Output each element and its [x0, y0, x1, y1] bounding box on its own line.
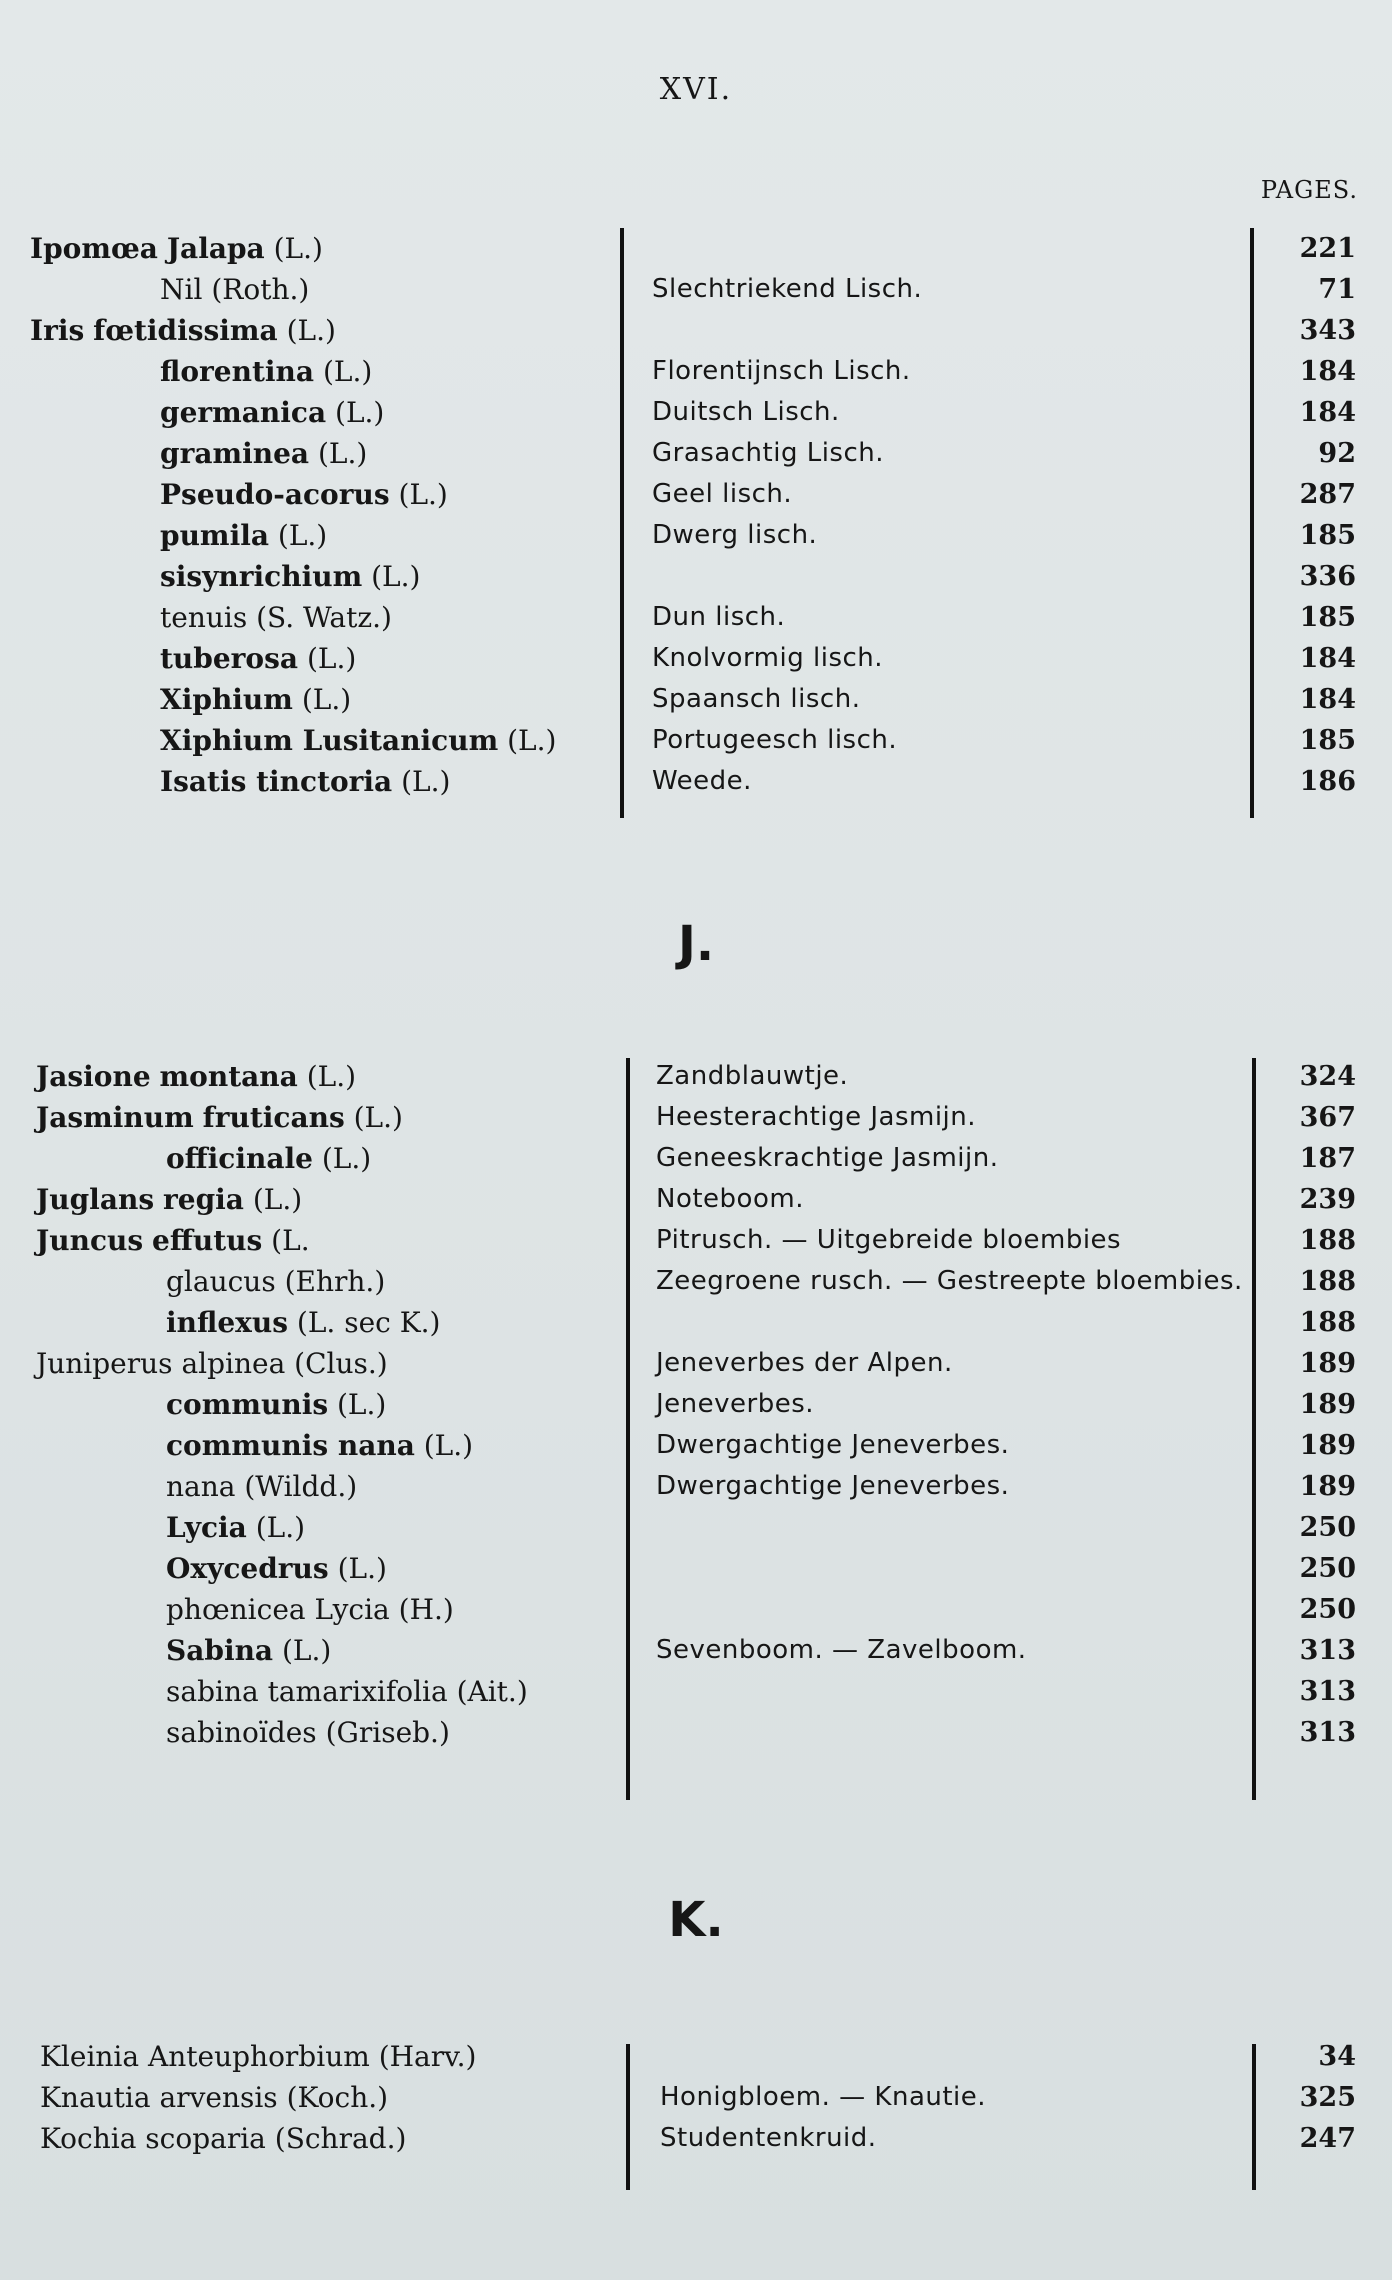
author-abbreviation: (L.): [507, 724, 557, 757]
species-name: Anteuphorbium: [148, 2040, 370, 2073]
latin-name: [30, 310, 336, 351]
index-entry: [0, 1097, 1392, 1138]
dutch-name: Noteboom.: [656, 1184, 804, 1214]
latin-name: [166, 1138, 371, 1179]
genus-name: Juglans: [36, 1183, 155, 1216]
latin-name: [36, 1220, 310, 1261]
author-abbreviation: (L.): [252, 1183, 303, 1216]
index-entry: [0, 1138, 1392, 1179]
page-number: 313: [1299, 1635, 1356, 1666]
page-number: 189: [1299, 1471, 1356, 1502]
dutch-name: Dwerg lisch.: [652, 520, 818, 550]
page-number: 71: [1318, 274, 1356, 305]
latin-name: [36, 1179, 302, 1220]
page-number-heading: XVI.: [659, 72, 733, 107]
index-entry: [0, 1384, 1392, 1425]
index-entry: [0, 1589, 1392, 1630]
author-abbreviation: (Koch.): [286, 2081, 389, 2114]
dutch-name: Dwergachtige Jeneverbes.: [656, 1471, 1010, 1501]
species-name: regia: [163, 1183, 244, 1216]
species-name: montana: [159, 1060, 298, 1093]
column-rule-left: [626, 1058, 630, 1800]
species-name: nana: [166, 1470, 236, 1503]
dutch-name: Weede.: [652, 766, 752, 796]
author-abbreviation: (L.): [255, 1511, 306, 1544]
species-name: Jalapa: [166, 232, 265, 265]
index-entry: [0, 638, 1392, 679]
genus-name: Jasione: [36, 1060, 151, 1093]
author-abbreviation: (L.: [271, 1224, 310, 1257]
page-number: 184: [1299, 356, 1356, 387]
author-abbreviation: (L.): [273, 232, 323, 265]
index-entry: [0, 1425, 1392, 1466]
page-number: 92: [1318, 438, 1356, 469]
genus-name: Iris: [30, 314, 85, 347]
latin-name: [40, 2118, 406, 2159]
page-number: 189: [1299, 1430, 1356, 1461]
pages-column-heading: PAGES.: [1260, 176, 1358, 204]
latin-name: [166, 1466, 357, 1507]
page-number: 188: [1299, 1266, 1356, 1297]
column-rule-right: [1252, 2044, 1256, 2190]
species-name: arvensis: [159, 2081, 278, 2114]
index-entry: [0, 597, 1392, 638]
latin-name: [40, 2036, 476, 2077]
dutch-name: Pitrusch. — Uitgebreide bloembies: [656, 1225, 1122, 1255]
author-abbreviation: (L.): [306, 642, 357, 675]
genus-name: Kleinia: [40, 2040, 140, 2073]
author-abbreviation: (L.): [335, 396, 385, 429]
latin-name: [166, 1384, 386, 1425]
author-abbreviation: (L.): [281, 1634, 332, 1667]
species-name: communis: [166, 1388, 329, 1421]
page-number: 313: [1299, 1717, 1356, 1748]
species-name: graminea: [160, 437, 310, 470]
author-abbreviation: (H.): [398, 1593, 454, 1626]
author-abbreviation: (Ait.): [456, 1675, 528, 1708]
latin-name: [166, 1630, 331, 1671]
species-name: germanica: [160, 396, 327, 429]
dutch-name: Dun lisch.: [652, 602, 786, 632]
genus-name: Jasminum: [36, 1101, 194, 1134]
author-abbreviation: (Griseb.): [325, 1716, 450, 1749]
species-name: florentina: [160, 355, 315, 388]
author-abbreviation: (Clus.): [294, 1347, 388, 1380]
column-rule-right: [1252, 1058, 1256, 1800]
page-number: 184: [1299, 397, 1356, 428]
page-number: 188: [1299, 1225, 1356, 1256]
latin-name: [160, 761, 450, 802]
index-entry: [0, 392, 1392, 433]
page-number: 189: [1299, 1389, 1356, 1420]
index-entry: [0, 474, 1392, 515]
index-entry: [0, 1671, 1392, 1712]
latin-name: [160, 597, 392, 638]
page-number: 250: [1299, 1512, 1356, 1543]
page-number: 250: [1299, 1594, 1356, 1625]
species-name: Oxycedrus: [166, 1552, 329, 1585]
page-number: 239: [1299, 1184, 1356, 1215]
index-entry: [0, 1220, 1392, 1261]
species-name: fruticans: [202, 1101, 345, 1134]
dutch-name: Portugeesch lisch.: [652, 725, 898, 755]
latin-name: [40, 2077, 388, 2118]
dutch-name: Zeegroene rusch. — Gestreepte bloembies.: [656, 1266, 1243, 1296]
species-name: sisynrichium: [160, 560, 363, 593]
index-entry: [0, 1302, 1392, 1343]
page-number: 221: [1299, 233, 1356, 264]
index-entry: [0, 269, 1392, 310]
dutch-name: Jeneverbes der Alpen.: [656, 1348, 953, 1378]
genus-name: Knautia: [40, 2081, 151, 2114]
latin-name: [160, 351, 372, 392]
column-rule-left: [626, 2044, 630, 2190]
dutch-name: Grasachtig Lisch.: [652, 438, 885, 468]
column-rule-right: [1250, 228, 1254, 818]
latin-name: [166, 1425, 473, 1466]
index-entry: [0, 310, 1392, 351]
page-number: 187: [1299, 1143, 1356, 1174]
species-name: sabina tamarixifolia: [166, 1675, 448, 1708]
genus-name: Juniperus: [36, 1347, 173, 1380]
author-abbreviation: (L.): [322, 355, 373, 388]
index-entry: [0, 1466, 1392, 1507]
latin-name: [160, 556, 420, 597]
genus-name: Ipomœa: [30, 232, 158, 265]
dutch-name: Zandblauwtje.: [656, 1061, 849, 1091]
author-abbreviation: (L.): [317, 437, 368, 470]
species-name: Isatis tinctoria: [160, 765, 393, 798]
author-abbreviation: (L.): [301, 683, 352, 716]
author-abbreviation: (L.): [286, 314, 336, 347]
index-entry: [0, 720, 1392, 761]
dutch-name: Duitsch Lisch.: [652, 397, 840, 427]
page-number: 343: [1299, 315, 1356, 346]
author-abbreviation: (Harv.): [378, 2040, 477, 2073]
page-number: 34: [1318, 2041, 1356, 2072]
index-entry: [0, 1056, 1392, 1097]
latin-name: [30, 228, 323, 269]
page-number: 367: [1299, 1102, 1356, 1133]
latin-name: [160, 638, 356, 679]
species-name: Sabina: [166, 1634, 274, 1667]
index-entry: [0, 2036, 1392, 2077]
species-name: Xiphium Lusitanicum: [160, 724, 499, 757]
page-number: 189: [1299, 1348, 1356, 1379]
page-number: 324: [1299, 1061, 1356, 1092]
index-entry: [0, 761, 1392, 802]
species-name: Xiphium: [160, 683, 293, 716]
latin-name: [36, 1343, 388, 1384]
author-abbreviation: (L.): [321, 1142, 372, 1175]
author-abbreviation: (Ehrh.): [284, 1265, 386, 1298]
section-letter-k: K.: [668, 1892, 724, 1948]
index-entry: [0, 1548, 1392, 1589]
species-name: sabinoïdes: [166, 1716, 317, 1749]
section-letter-j: J.: [677, 916, 715, 972]
page-number: 185: [1299, 725, 1356, 756]
species-name: inflexus: [166, 1306, 288, 1339]
dutch-name: Heesterachtige Jasmijn.: [656, 1102, 977, 1132]
dutch-name: Knolvormig lisch.: [652, 643, 884, 673]
latin-name: [166, 1261, 385, 1302]
page-number: 188: [1299, 1307, 1356, 1338]
species-name: effutus: [152, 1224, 263, 1257]
index-entry: [0, 556, 1392, 597]
dutch-name: Geel lisch.: [652, 479, 793, 509]
species-name: Nil: [160, 273, 203, 306]
page-number: 186: [1299, 766, 1356, 797]
index-entry: [0, 2118, 1392, 2159]
page-number: 325: [1299, 2082, 1356, 2113]
page-number: 287: [1299, 479, 1356, 510]
author-abbreviation: (L.): [353, 1101, 403, 1134]
latin-name: [166, 1548, 387, 1589]
species-name: officinale: [166, 1142, 313, 1175]
page-number: 185: [1299, 520, 1356, 551]
page-number: 184: [1299, 643, 1356, 674]
page-number: 313: [1299, 1676, 1356, 1707]
latin-name: [36, 1056, 356, 1097]
latin-name: [166, 1712, 450, 1753]
species-name: glaucus: [166, 1265, 276, 1298]
index-entry: [0, 1507, 1392, 1548]
index-entry: [0, 228, 1392, 269]
latin-name: [160, 515, 327, 556]
latin-name: [166, 1302, 440, 1343]
dutch-name: Honigbloem. — Knautie.: [660, 2082, 987, 2112]
page-number: 184: [1299, 684, 1356, 715]
author-abbreviation: (S. Watz.): [256, 601, 392, 634]
author-abbreviation: (L.): [337, 1388, 387, 1421]
latin-name: [36, 1097, 403, 1138]
latin-name: [166, 1507, 305, 1548]
dutch-name: Studentenkruid.: [660, 2123, 877, 2153]
index-entry: [0, 515, 1392, 556]
latin-name: [160, 433, 367, 474]
index-entry: [0, 1712, 1392, 1753]
index-entry: [0, 679, 1392, 720]
author-abbreviation: (L.): [337, 1552, 387, 1585]
author-abbreviation: (Schrad.): [274, 2122, 407, 2155]
species-name: tuberosa: [160, 642, 299, 675]
latin-name: [166, 1589, 454, 1630]
species-name: communis nana: [166, 1429, 415, 1462]
index-entry: [0, 351, 1392, 392]
author-abbreviation: (L.): [423, 1429, 474, 1462]
latin-name: [160, 392, 384, 433]
author-abbreviation: (L.): [277, 519, 328, 552]
genus-name: Kochia: [40, 2122, 137, 2155]
column-rule-left: [620, 228, 624, 818]
dutch-name: Dwergachtige Jeneverbes.: [656, 1430, 1010, 1460]
dutch-name: Jeneverbes.: [656, 1389, 815, 1419]
page-number: 247: [1299, 2123, 1356, 2154]
author-abbreviation: (L.): [371, 560, 421, 593]
page-number: 336: [1299, 561, 1356, 592]
species-name: scoparia: [145, 2122, 266, 2155]
index-entry: [0, 1179, 1392, 1220]
index-entry: [0, 2077, 1392, 2118]
latin-name: [160, 720, 556, 761]
dutch-name: Geneeskrachtige Jasmijn.: [656, 1143, 999, 1173]
latin-name: [166, 1671, 528, 1712]
author-abbreviation: (Wildd.): [244, 1470, 358, 1503]
page-number: 185: [1299, 602, 1356, 633]
latin-name: [160, 474, 448, 515]
dutch-name: Spaansch lisch.: [652, 684, 861, 714]
latin-name: [160, 679, 351, 720]
species-name: Lycia: [166, 1511, 247, 1544]
dutch-name: Slechtriekend Lisch.: [652, 274, 923, 304]
index-entry: [0, 1261, 1392, 1302]
latin-name: [160, 269, 309, 310]
species-name: tenuis: [160, 601, 248, 634]
species-name: Pseudo-acorus: [160, 478, 390, 511]
species-name: pumila: [160, 519, 269, 552]
index-entry: [0, 1630, 1392, 1671]
species-name: alpinea: [181, 1347, 286, 1380]
index-entry: [0, 433, 1392, 474]
author-abbreviation: (L.): [306, 1060, 357, 1093]
dutch-name: Sevenboom. — Zavelboom.: [656, 1635, 1027, 1665]
species-name: phœnicea Lycia: [166, 1593, 390, 1626]
author-abbreviation: (L. sec K.): [296, 1306, 441, 1339]
index-entry: [0, 1343, 1392, 1384]
genus-name: Juncus: [36, 1224, 144, 1257]
dutch-name: Florentijnsch Lisch.: [652, 356, 911, 386]
species-name: fœtidissima: [93, 314, 278, 347]
author-abbreviation: (L.): [398, 478, 448, 511]
author-abbreviation: (Roth.): [211, 273, 310, 306]
author-abbreviation: (L.): [401, 765, 451, 798]
page-number: 250: [1299, 1553, 1356, 1584]
